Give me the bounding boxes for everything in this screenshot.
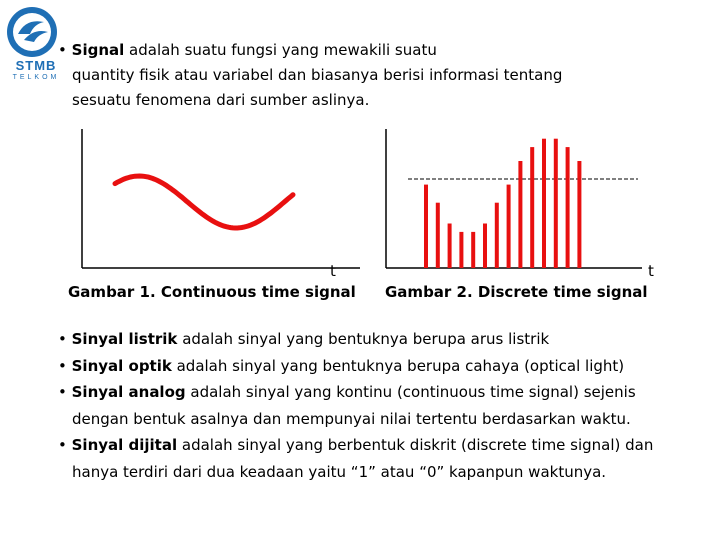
list-item: • Sinyal dijital adalah sinyal yang berbentuk diskrit (discrete time signal) dan: [58, 436, 654, 454]
fig2-t-label: t: [648, 262, 654, 280]
intro-term: Signal: [71, 41, 125, 59]
list-item-term: Sinyal analog: [71, 383, 186, 401]
sample-bar: [424, 185, 428, 268]
intro-paragraph: [58, 38, 658, 113]
list-item-term: Sinyal dijital: [71, 436, 178, 454]
list-item-text: adalah sinyal yang bentuknya berupa cahaya (optical light): [171, 356, 625, 375]
sample-bar: [495, 203, 499, 268]
logo-emblem-icon: [4, 6, 60, 62]
continuous-signal-figure: [70, 125, 370, 275]
list-item-continuation: dengan bentuk asalnya dan mempunyai nilai tertentu berdasarkan waktu.: [72, 409, 631, 428]
continuous-waveform: [115, 176, 293, 228]
list-item-continuation: hanya terdiri dari dua keadaan yaitu “1” atau “0” kapanpun waktunya.: [72, 462, 607, 481]
sample-bar: [566, 147, 570, 268]
sample-bar: [518, 161, 522, 268]
stmb-telkom-logo: [4, 6, 60, 88]
intro-line-1-rest: adalah suatu fungsi yang mewakili suatu: [124, 41, 437, 59]
list-item-term: Sinyal listrik: [71, 330, 178, 348]
fig1-t-label: t: [330, 262, 336, 280]
sample-bar: [483, 224, 487, 269]
logo-name: STMB: [15, 58, 57, 73]
intro-line-1: [58, 38, 658, 63]
logo-subtitle: TELKOM: [12, 74, 60, 81]
list-item-text: adalah sinyal yang kontinu (continuous time signal) sejenis: [185, 383, 636, 401]
list-item-text: adalah sinyal yang bentuknya berupa arus listrik: [177, 330, 550, 348]
sample-bar: [471, 232, 475, 268]
intro-line-2: quantity fisik atau variabel dan biasanya berisi informasi tentang: [72, 66, 563, 84]
list-item-text: adalah sinyal yang berbentuk diskrit (discrete time signal) dan: [177, 436, 654, 454]
discrete-samples: [424, 139, 581, 268]
sample-bar: [448, 224, 452, 269]
fig2-caption: Gambar 2. Discrete time signal: [385, 283, 648, 301]
discrete-signal-figure: [380, 125, 650, 275]
list-item: • Sinyal optik adalah sinyal yang bentuknya berupa cahaya (optical light): [58, 356, 625, 375]
list-item: • Sinyal listrik adalah sinyal yang bentuknya berupa arus listrik: [58, 330, 550, 348]
sample-bar: [542, 139, 546, 268]
list-item-term: Sinyal optik: [71, 356, 172, 375]
sample-bar: [436, 203, 440, 268]
fig1-caption: Gambar 1. Continuous time signal: [68, 283, 356, 301]
list-item: • Sinyal analog adalah sinyal yang kontinu (continuous time signal) sejenis: [58, 383, 636, 401]
intro-line-3: sesuatu fenomena dari sumber aslinya.: [72, 91, 370, 109]
bullet-symbol: •: [58, 41, 67, 59]
sample-bar: [554, 139, 558, 268]
sample-bar: [530, 147, 534, 268]
sample-bar: [507, 185, 511, 268]
definition-list: [58, 326, 708, 485]
sample-bar: [577, 161, 581, 268]
sample-bar: [459, 232, 463, 268]
